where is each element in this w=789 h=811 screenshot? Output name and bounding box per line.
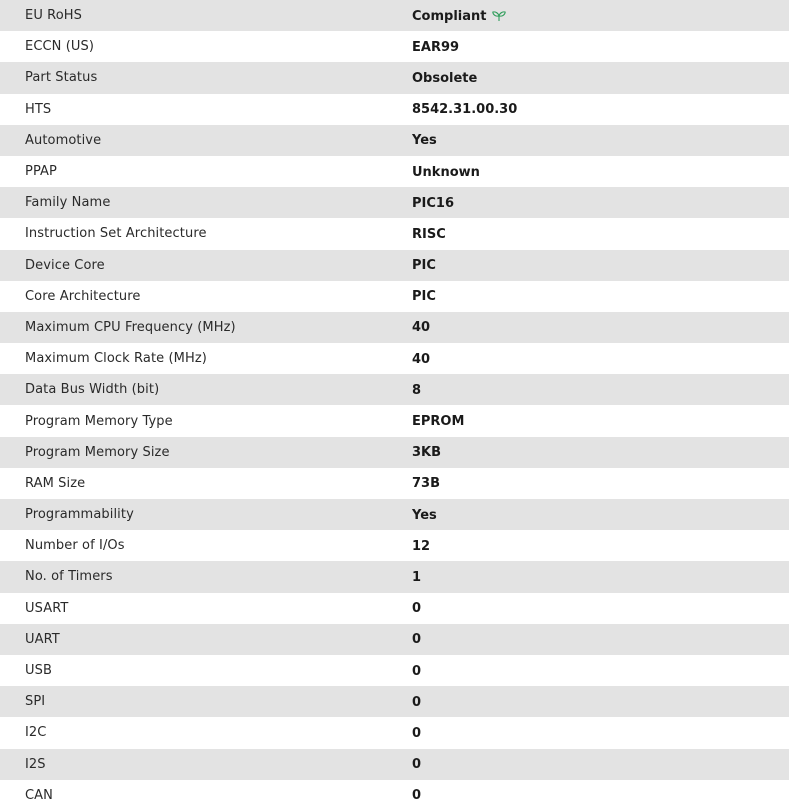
spec-value-text: RISC: [412, 226, 446, 242]
spec-value-text: 40: [412, 320, 431, 336]
spec-row-max-cpu-frequency: [0, 312, 789, 343]
spec-label: RAM Size: [25, 475, 86, 491]
spec-row-number-of-ios: [0, 530, 789, 561]
spec-label: Core Architecture: [25, 288, 141, 304]
spec-label: USART: [25, 600, 69, 616]
spec-label: Maximum Clock Rate (MHz): [25, 351, 207, 367]
spec-label: Device Core: [25, 257, 105, 273]
spec-value-text: EAR99: [412, 39, 460, 55]
spec-row-usb: [0, 655, 789, 686]
spec-row-ppap: [0, 156, 789, 187]
spec-value: [412, 0, 789, 31]
spec-label: Program Memory Size: [25, 444, 170, 460]
spec-row-hts: [0, 94, 789, 125]
spec-value-text: 12: [412, 538, 431, 554]
spec-value: [412, 31, 789, 62]
spec-row-program-memory-type: [0, 405, 789, 436]
spec-value: [412, 281, 789, 312]
spec-value-text: 8542.31.00.30: [412, 102, 518, 118]
spec-label: CAN: [25, 787, 53, 803]
spec-value: [412, 250, 789, 281]
spec-label: SPI: [25, 694, 46, 710]
spec-row-i2s: [0, 749, 789, 780]
spec-row-instruction-set: [0, 218, 789, 249]
spec-value-text: 8: [412, 382, 422, 398]
spec-value: [412, 94, 789, 125]
spec-value: [412, 187, 789, 218]
spec-label: Program Memory Type: [25, 413, 173, 429]
spec-value-text: 0: [412, 757, 422, 773]
spec-row-uart: [0, 624, 789, 655]
spec-value: [412, 468, 789, 499]
spec-label: Number of I/Os: [25, 538, 125, 554]
spec-label: Programmability: [25, 507, 134, 523]
spec-value-text: 0: [412, 601, 422, 617]
spec-row-number-of-timers: [0, 561, 789, 592]
spec-label: UART: [25, 631, 60, 647]
spec-label: I2S: [25, 756, 46, 772]
spec-label: Automotive: [25, 132, 102, 148]
spec-value: [412, 343, 789, 374]
spec-value-text: Obsolete: [412, 70, 478, 86]
spec-value-text: EPROM: [412, 414, 465, 430]
spec-value: [412, 499, 789, 530]
spec-value-text: Unknown: [412, 164, 480, 180]
spec-row-spi: [0, 686, 789, 717]
spec-value: [412, 530, 789, 561]
spec-value: [412, 624, 789, 655]
spec-row-program-memory-size: [0, 437, 789, 468]
spec-row-eccn: [0, 31, 789, 62]
spec-label: ECCN (US): [25, 39, 95, 55]
spec-label: USB: [25, 663, 52, 679]
spec-value-text: 0: [412, 788, 422, 804]
spec-value-text: PIC: [412, 289, 436, 305]
spec-value: [412, 218, 789, 249]
spec-label: Instruction Set Architecture: [25, 226, 207, 242]
spec-label: PPAP: [25, 164, 57, 180]
leaf-icon: [492, 10, 506, 22]
spec-row-device-core: [0, 250, 789, 281]
spec-value: [412, 655, 789, 686]
spec-label: Family Name: [25, 195, 111, 211]
spec-value-text: Yes: [412, 133, 437, 149]
spec-label: Part Status: [25, 70, 98, 86]
spec-value: [412, 405, 789, 436]
spec-label: EU RoHS: [25, 8, 82, 24]
spec-value-text: 0: [412, 694, 422, 710]
spec-row-programmability: [0, 499, 789, 530]
spec-value: [412, 749, 789, 780]
spec-value: [412, 374, 789, 405]
spec-value: [412, 62, 789, 93]
spec-row-automotive: [0, 125, 789, 156]
spec-value: [412, 717, 789, 748]
spec-label: Data Bus Width (bit): [25, 382, 160, 398]
spec-row-i2c: [0, 717, 789, 748]
spec-row-data-bus-width: [0, 374, 789, 405]
spec-value: [412, 780, 789, 811]
spec-value-text: Yes: [412, 507, 437, 523]
spec-value-text: PIC: [412, 258, 436, 274]
spec-value: [412, 156, 789, 187]
spec-row-usart: [0, 593, 789, 624]
spec-label: I2C: [25, 725, 47, 741]
spec-value-text: 3KB: [412, 445, 442, 461]
spec-value-text: 0: [412, 663, 422, 679]
spec-value-text: 40: [412, 351, 431, 367]
spec-value-text: 73B: [412, 476, 440, 492]
spec-value: [412, 312, 789, 343]
spec-row-core-architecture: [0, 281, 789, 312]
spec-value: [412, 561, 789, 592]
spec-row-max-clock-rate: [0, 343, 789, 374]
spec-label: Maximum CPU Frequency (MHz): [25, 319, 236, 335]
spec-row-eu-rohs: [0, 0, 789, 31]
spec-value-text: 0: [412, 725, 422, 741]
spec-value: [412, 437, 789, 468]
spec-row-part-status: [0, 62, 789, 93]
spec-row-can: [0, 780, 789, 811]
spec-value-text: PIC16: [412, 195, 454, 211]
spec-value: [412, 125, 789, 156]
spec-value-text: 1: [412, 569, 422, 585]
spec-label: No. of Timers: [25, 569, 113, 585]
spec-value-text: 0: [412, 632, 422, 648]
spec-value: [412, 686, 789, 717]
spec-row-ram-size: [0, 468, 789, 499]
rohs-status-value: Compliant: [412, 8, 487, 24]
spec-row-family-name: [0, 187, 789, 218]
spec-label: HTS: [25, 101, 52, 117]
spec-value: [412, 593, 789, 624]
